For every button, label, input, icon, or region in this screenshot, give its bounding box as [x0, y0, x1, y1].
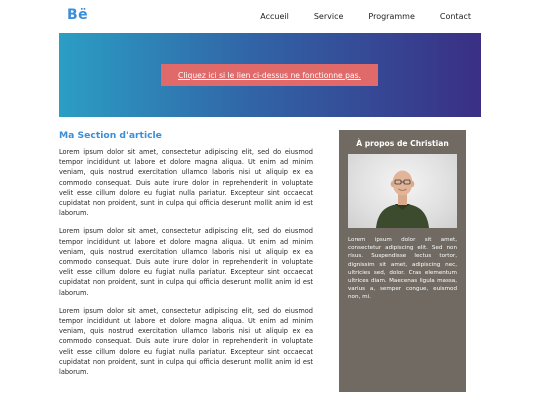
author-bio: Lorem ipsum dolor sit amet, consectetur adipiscing elit. Sed non risus. Suspendisse lectus tortor, dignissim sit amet, adipiscing nec, ultricies sed, dolor. Cras elementum ultrices diam. Maecenas ligula massa, varius a, semper congue, euismod non, mi. [348, 237, 457, 301]
article-paragraph: Lorem ipsum dolor sit amet, consectetur adipiscing elit, sed do eiusmod tempor incididunt ut labore et dolore magna aliqua. Ut enim ad minim veniam, quis nostrud exercitation ullamco laboris nisi ut aliquip ex ea commodo consequat. Duis aute irure dolor in reprehenderit in voluptate velit esse cillum dolore eu fugiat nulla pariatur. Excepteur sint occaecat cupidatat non proident, sunt in culpa qui officia deserunt mollit anim id est laborum. [59, 306, 313, 377]
nav-link-programme[interactable]: Programme [368, 12, 415, 21]
article-section [59, 130, 313, 385]
article-paragraph: Lorem ipsum dolor sit amet, consectetur adipiscing elit, sed do eiusmod tempor incididunt ut labore et dolore magna aliqua. Ut enim ad minim veniam, quis nostrud exercitation ullamco laboris nisi ut aliquip ex ea commodo consequat. Duis aute irure dolor in reprehenderit in voluptate velit esse cillum dolore eu fugiat nulla pariatur. Excepteur sint occaecat cupidatat non proident, sunt in culpa qui officia deserunt mollit anim id est laborum. [59, 148, 313, 218]
about-sidebar [339, 130, 466, 392]
fallback-link-button[interactable]: Cliquez ici si le lien ci-dessus ne fonctionne pas. [161, 64, 378, 86]
main-nav [235, 12, 471, 21]
nav-link-contact[interactable]: Contact [439, 12, 471, 21]
site-header [59, 0, 481, 33]
article-paragraph: Lorem ipsum dolor sit amet, consectetur adipiscing elit, sed do eiusmod tempor incididunt ut labore et dolore magna aliqua. Ut enim ad minim veniam, quis nostrud exercitation ullamco laboris nisi ut aliquip ex ea commodo consequat. Duis aute irure dolor in reprehenderit in voluptate velit esse cillum dolore eu fugiat nulla pariatur. Excepteur sint occaecat cupidatat non proident, sunt in culpa qui officia deserunt mollit anim id est laborum. [59, 227, 313, 297]
sidebar-title: À propos de Christian [356, 139, 449, 148]
hero-banner [59, 33, 481, 117]
article-title: Ma Section d'article [59, 130, 162, 141]
site-logo[interactable]: Bë [67, 7, 89, 23]
person-portrait-icon [348, 154, 457, 228]
nav-link-service[interactable]: Service [313, 12, 344, 21]
author-photo [348, 154, 457, 228]
nav-link-accueil[interactable]: Accueil [260, 12, 289, 21]
